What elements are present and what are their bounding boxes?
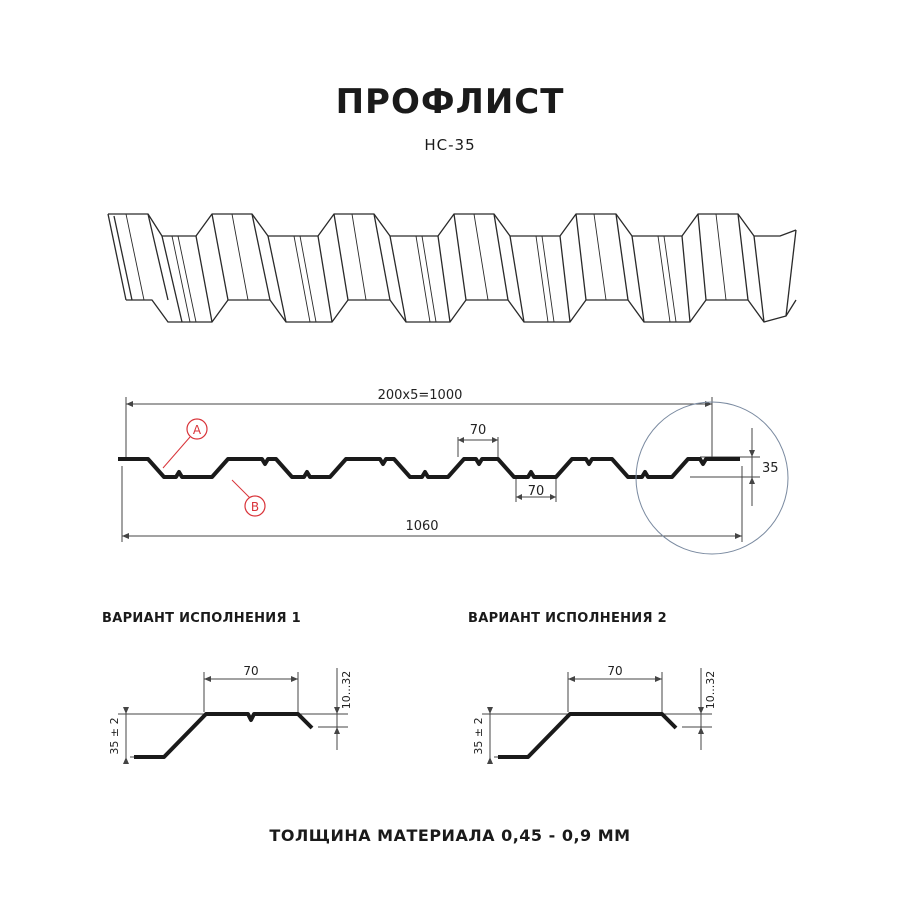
marker-a-label: A: [192, 423, 202, 437]
page-subtitle: НС-35: [424, 136, 476, 154]
variant-1-height: 35 ± 2: [108, 717, 121, 755]
material-thickness-note: ТОЛЩИНА МАТЕРИАЛА 0,45 - 0,9 ММ: [269, 826, 631, 845]
variant-1-top-width: 70: [243, 664, 259, 678]
dim-top-flat: 70: [469, 423, 487, 438]
variant-1-label: ВАРИАНТ ИСПОЛНЕНИЯ 1: [102, 611, 301, 626]
variant-2-top-width: 70: [607, 664, 623, 678]
marker-b-label: B: [250, 500, 260, 514]
variant-2-height: 35 ± 2: [472, 717, 485, 755]
page-title: ПРОФЛИСТ: [335, 82, 565, 122]
variant-2-label: ВАРИАНТ ИСПОЛНЕНИЯ 2: [468, 611, 667, 626]
dim-height: 35: [762, 461, 779, 476]
variant-2-profile: [498, 714, 676, 757]
dim-total-width: 200x5=1000: [377, 388, 463, 403]
dim-bottom-flat: 70: [527, 484, 545, 499]
dim-full-width: 1060: [405, 519, 439, 534]
variant-2-edge: 10...32: [704, 670, 717, 710]
variant-1-edge: 10...32: [340, 670, 353, 710]
